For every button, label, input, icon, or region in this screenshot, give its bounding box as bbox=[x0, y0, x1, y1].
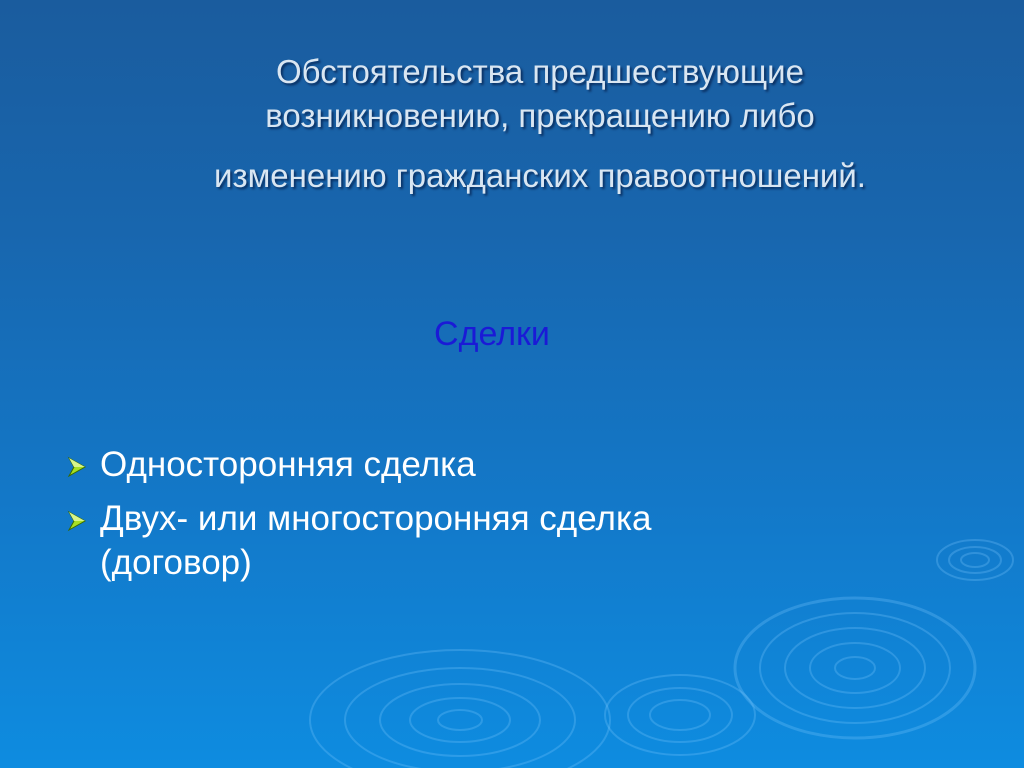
arrow-bullet-icon bbox=[66, 510, 88, 532]
bullet-list bbox=[66, 443, 866, 595]
slide-subtitle: Сделки bbox=[434, 315, 550, 353]
bullet-item bbox=[66, 443, 866, 487]
slide-title bbox=[120, 50, 960, 198]
title-line-3: изменению гражданских правоотношений. bbox=[214, 157, 866, 194]
bullet-text-continuation: (договор) bbox=[100, 543, 252, 582]
bullet-item bbox=[66, 497, 866, 585]
arrow-bullet-icon bbox=[66, 456, 88, 478]
bullet-text: Двух- или многосторонняя сделка bbox=[100, 499, 652, 538]
bullet-text: Односторонняя сделка bbox=[100, 445, 476, 484]
title-line-2: возникновению, прекращению либо bbox=[265, 97, 815, 134]
title-line-1: Обстоятельства предшествующие bbox=[276, 53, 804, 90]
